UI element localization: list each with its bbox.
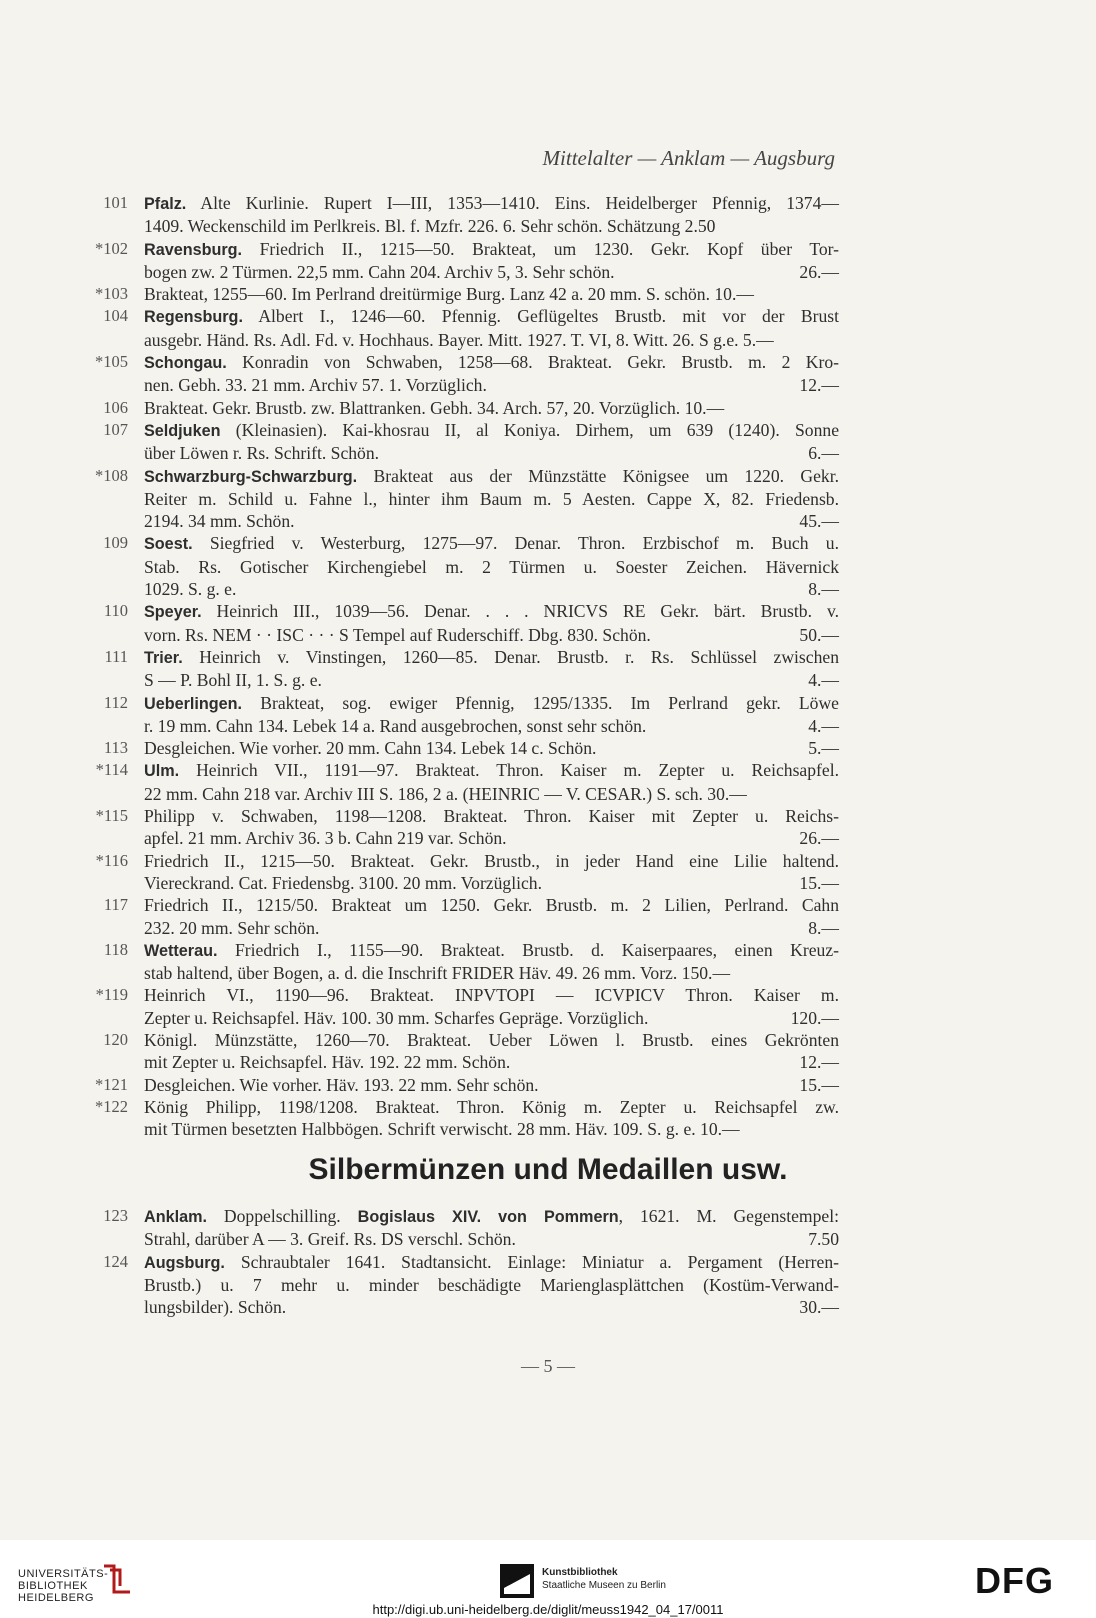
lot-number: 109: [103, 533, 128, 553]
description-line: S — P. Bohl II, 1. S. g. e. 4.—: [144, 670, 839, 691]
lot-number: 106: [103, 397, 128, 417]
lot-price: 5.—: [808, 738, 839, 759]
catalog-entries: [84, 192, 839, 1140]
catalog-entry: [84, 850, 839, 895]
lot-description: [144, 692, 839, 738]
lot-description: [144, 737, 839, 759]
description-line: Stab. Rs. Gotischer Kirchengiebel m. 2 Türmen u. Soester Zeichen. Hävernick: [144, 556, 839, 577]
lot-price: 45.—: [799, 511, 839, 532]
kunstbibliothek-mark-icon: [500, 1564, 534, 1598]
description-line: König Philipp, 1198/1208. Brakteat. Thron. König m. Zepter u. Reichsapfel zw.: [144, 1096, 839, 1117]
catalog-entry: [84, 1096, 839, 1141]
lot-number: *102: [95, 238, 128, 258]
description-line: Desgleichen. Wie vorher. Häv. 193. 22 mm. Sehr schön. 15.—: [144, 1074, 839, 1095]
catalog-entries-section2: [84, 1205, 839, 1318]
description-line: Heinrich VI., 1190—96. Brakteat. INPVTOPI — ICVPICV Thron. Kaiser m.: [144, 985, 839, 1006]
lot-number: 104: [103, 306, 128, 326]
description-line: Reiter m. Schild u. Fahne l., hinter ihm Baum m. 5 Aesten. Cappe X, 82. Friedensb.: [144, 488, 839, 509]
lot-number: 112: [103, 692, 128, 712]
description-line: 1409. Weckenschild im Perlkreis. Bl. f. Mzfr. 226. 6. Sehr schön. Schätzung 2.50: [144, 216, 716, 237]
lot-number: *116: [95, 850, 128, 870]
catalog-entry: [84, 1074, 839, 1096]
lot-description: [144, 805, 839, 850]
lot-price: 30.—: [799, 1297, 839, 1318]
catalog-entry: [84, 419, 839, 465]
ub-logo-line: BIBLIOTHEK: [18, 1580, 88, 1592]
description-line: ausgebr. Händ. Rs. Adl. Fd. v. Hochhaus. Bayer. Mitt. 1927. T. VI, 8. Witt. 26. S g.e. 5.—: [144, 329, 774, 350]
description-line: Friedrich II., 1215/50. Brakteat um 1250. Gekr. Brustb. m. 2 Lilien, Perlrand. Cahn: [144, 895, 839, 916]
lot-description: [144, 759, 839, 805]
description-line: mit Türmen besetzten Halbbögen. Schrift verwischt. 28 mm. Häv. 109. S. g. e. 10.—: [144, 1119, 740, 1140]
lot-description: [144, 600, 839, 646]
description-line: Strahl, darüber A — 3. Greif. Rs. DS verschl. Schön. 7.50: [144, 1229, 839, 1250]
description-line: Soest. Siegfried v. Westerburg, 1275—97. Denar. Thron. Erzbischof m. Buch u.: [144, 533, 839, 554]
lot-description: [144, 1096, 839, 1141]
description-line: Schwarzburg-Schwarzburg. Brakteat aus der Münzstätte Königsee um 1220. Gekr.: [144, 465, 839, 486]
lot-price: 26.—: [799, 828, 839, 849]
lot-number: *108: [95, 465, 128, 485]
description-line: Viereckrand. Cat. Friedensbg. 3100. 20 mm. Vorzüglich. 15.—: [144, 872, 839, 893]
description-line: lungsbilder). Schön. 30.—: [144, 1297, 839, 1318]
lot-number: 117: [103, 895, 128, 915]
lot-description: [144, 1251, 839, 1319]
lot-number: 118: [103, 939, 128, 959]
catalog-entry: [84, 939, 839, 985]
catalog-entry: [84, 894, 839, 939]
lot-price: 12.—: [799, 375, 839, 396]
description-line: stab haltend, über Bogen, a. d. die Inschrift FRIDER Häv. 49. 26 mm. Vorz. 150.—: [144, 963, 731, 984]
lot-price: 4.—: [808, 670, 839, 691]
catalog-entry: [84, 283, 839, 305]
kb-line1: Kunstbibliothek: [542, 1567, 618, 1578]
description-line: Regensburg. Albert I., 1246—60. Pfennig. Geflügeltes Brustb. mit vor der Brust: [144, 306, 839, 327]
lot-number: 107: [103, 419, 128, 439]
lot-number: 110: [103, 601, 128, 621]
ub-logo-line: HEIDELBERG: [18, 1592, 94, 1604]
description-line: apfel. 21 mm. Archiv 36. 3 b. Cahn 219 var. Schön. 26.—: [144, 828, 839, 849]
ub-heidelberg-logo[interactable]: [18, 1568, 108, 1604]
lot-price: 7.50: [808, 1229, 839, 1250]
lot-price: 8.—: [808, 579, 839, 600]
catalog-entry: [84, 305, 839, 351]
lot-number: *121: [95, 1074, 128, 1094]
catalog-entry: [84, 805, 839, 850]
description-line: 232. 20 mm. Sehr schön. 8.—: [144, 917, 839, 938]
catalog-entry: [84, 984, 839, 1029]
description-line: 2194. 34 mm. Schön. 45.—: [144, 511, 839, 532]
lot-number: 120: [103, 1029, 128, 1049]
lot-price: 26.—: [799, 261, 839, 282]
description-line: Brakteat. Gekr. Brustb. zw. Blattranken. Gebh. 34. Arch. 57, 20. Vorzüglich. 10.—: [144, 397, 725, 418]
description-line: Brustb.) u. 7 mehr u. minder beschädigte Marienglasplättchen (Kostüm-Verwand-: [144, 1274, 839, 1295]
description-line: Augsburg. Schraubtaler 1641. Stadtansicht. Einlage: Miniatur a. Pergament (Herren-: [144, 1251, 839, 1272]
catalog-entry: [84, 600, 839, 646]
page-number: — 5 —: [521, 1356, 575, 1376]
lot-description: [144, 850, 839, 895]
lot-description: [144, 351, 839, 397]
description-line: bogen zw. 2 Türmen. 22,5 mm. Cahn 204. Archiv 5, 3. Sehr schön. 26.—: [144, 261, 839, 282]
lot-description: [144, 532, 839, 600]
catalog-entry: [84, 1205, 839, 1251]
description-line: über Löwen r. Rs. Schrift. Schön. 6.—: [144, 443, 839, 464]
dfg-logo[interactable]: DFG: [975, 1560, 1054, 1601]
description-line: Zepter u. Reichsapfel. Häv. 100. 30 mm. Scharfes Gepräge. Vorzüglich. 120.—: [144, 1007, 839, 1028]
lot-description: [144, 1074, 839, 1096]
description-line: Ravensburg. Friedrich II., 1215—50. Brakteat, um 1230. Gekr. Kopf über Tor-: [144, 238, 839, 259]
description-line: 1029. S. g. e. 8.—: [144, 579, 839, 600]
description-line: Desgleichen. Wie vorher. 20 mm. Cahn 134. Lebek 14 c. Schön. 5.—: [144, 738, 839, 759]
description-line: Ueberlingen. Brakteat, sog. ewiger Pfennig, 1295/1335. Im Perlrand gekr. Löwe: [144, 692, 839, 713]
catalog-entry: [84, 759, 839, 805]
catalog-entry: [84, 397, 839, 419]
ub-logo-line: UNIVERSITÄTS-: [18, 1568, 109, 1580]
footer-bar: [0, 1540, 1096, 1618]
lot-description: [144, 646, 839, 692]
lot-price: 120.—: [790, 1007, 839, 1028]
lot-description: [144, 465, 839, 533]
lot-number: *122: [95, 1096, 128, 1116]
lot-description: [144, 1029, 839, 1074]
lot-description: [144, 305, 839, 351]
lot-description: [144, 238, 839, 284]
lot-price: 6.—: [808, 443, 839, 464]
lot-number: 101: [103, 193, 128, 212]
running-header: Mittelalter — Anklam — Augsburg: [542, 146, 835, 170]
lot-description: [144, 894, 839, 939]
lot-number: *119: [95, 985, 128, 1005]
lot-description: [144, 192, 839, 238]
lot-price: 15.—: [799, 1074, 839, 1095]
description-line: Trier. Heinrich v. Vinstingen, 1260—85. Denar. Brustb. r. Rs. Schlüssel zwischen: [144, 646, 839, 667]
description-line: Anklam. Doppelschilling. Bogislaus XIV. von Pommern, 1621. M. Gegenstempel:: [144, 1206, 839, 1226]
lot-number: *105: [95, 352, 128, 372]
catalog-entry: [84, 646, 839, 692]
description-line: Pfalz. Alte Kurlinie. Rupert I—III, 1353—1410. Eins. Heidelberger Pfennig, 1374—: [144, 193, 839, 213]
description-line: Wetterau. Friedrich I., 1155—90. Brakteat. Brustb. d. Kaiserpaares, einen Kreuz-: [144, 939, 839, 960]
lot-price: 8.—: [808, 917, 839, 938]
catalog-entry: [84, 465, 839, 533]
description-line: vorn. Rs. NEM · · ISC · · · S Tempel auf Ruderschiff. Dbg. 830. Schön. 50.—: [144, 624, 839, 645]
description-line: Friedrich II., 1215—50. Brakteat. Gekr. Brustb., in jeder Hand eine Lilie haltend.: [144, 850, 839, 871]
lot-number: *115: [95, 806, 128, 826]
lot-number: *103: [95, 284, 128, 304]
lot-number: 123: [103, 1206, 128, 1225]
lot-description: [144, 984, 839, 1029]
description-line: Ulm. Heinrich VII., 1191—97. Brakteat. Thron. Kaiser m. Zepter u. Reichsapfel.: [144, 760, 839, 781]
description-line: Philipp v. Schwaben, 1198—1208. Brakteat. Thron. Kaiser mit Zepter u. Reichs-: [144, 806, 839, 827]
lot-number: *114: [95, 760, 128, 780]
lot-description: [144, 1205, 839, 1251]
kb-line2: Staatliche Museen zu Berlin: [542, 1580, 666, 1591]
lot-number: 124: [103, 1251, 128, 1271]
section-title: Silbermünzen und Medaillen usw.: [308, 1153, 788, 1186]
lot-description: [144, 283, 839, 305]
lot-number: 113: [103, 738, 128, 758]
catalog-entry: [84, 238, 839, 284]
description-line: Speyer. Heinrich III., 1039—56. Denar. . . . NRICVS RE Gekr. bärt. Brustb. v.: [144, 601, 839, 622]
catalog-entry: [84, 1251, 839, 1319]
lot-price: 50.—: [799, 624, 839, 645]
description-line: nen. Gebh. 33. 21 mm. Archiv 57. 1. Vorzüglich. 12.—: [144, 375, 839, 396]
catalog-entry: [84, 351, 839, 397]
description-line: mit Zepter u. Reichsapfel. Häv. 192. 22 mm. Schön. 12.—: [144, 1052, 839, 1073]
description-line: Schongau. Konradin von Schwaben, 1258—68. Brakteat. Gekr. Brustb. m. 2 Kro-: [144, 352, 839, 373]
description-line: Seldjuken (Kleinasien). Kai-khosrau II, al Koniya. Dirhem, um 639 (1240). Sonne: [144, 419, 839, 440]
lot-description: [144, 397, 839, 419]
catalog-entry: [84, 737, 839, 759]
catalog-entry: [84, 532, 839, 600]
description-line: Königl. Münzstätte, 1260—70. Brakteat. Ueber Löwen l. Brustb. eines Gekrönten: [144, 1029, 839, 1050]
lot-description: [144, 419, 839, 465]
lot-price: 15.—: [799, 872, 839, 893]
lot-description: [144, 939, 839, 985]
catalog-entry: [84, 192, 839, 238]
catalog-entry: [84, 1029, 839, 1074]
lot-price: 12.—: [799, 1052, 839, 1073]
lot-number: 111: [104, 646, 128, 666]
description-line: 22 mm. Cahn 218 var. Archiv III S. 186, 2 a. (HEINRIC — V. CESAR.) S. sch. 30.—: [144, 783, 747, 804]
description-line: r. 19 mm. Cahn 134. Lebek 14 a. Rand ausgebrochen, sonst sehr schön. 4.—: [144, 715, 839, 736]
lot-price: 4.—: [808, 715, 839, 736]
description-line: Brakteat, 1255—60. Im Perlrand dreitürmige Burg. Lanz 42 a. 20 mm. S. schön. 10.—: [144, 284, 754, 305]
source-url[interactable]: http://digi.ub.uni-heidelberg.de/diglit/meuss1942_04_17/0011: [372, 1602, 724, 1617]
ub-heidelberg-mark-icon: [100, 1562, 134, 1596]
catalog-entry: [84, 692, 839, 738]
